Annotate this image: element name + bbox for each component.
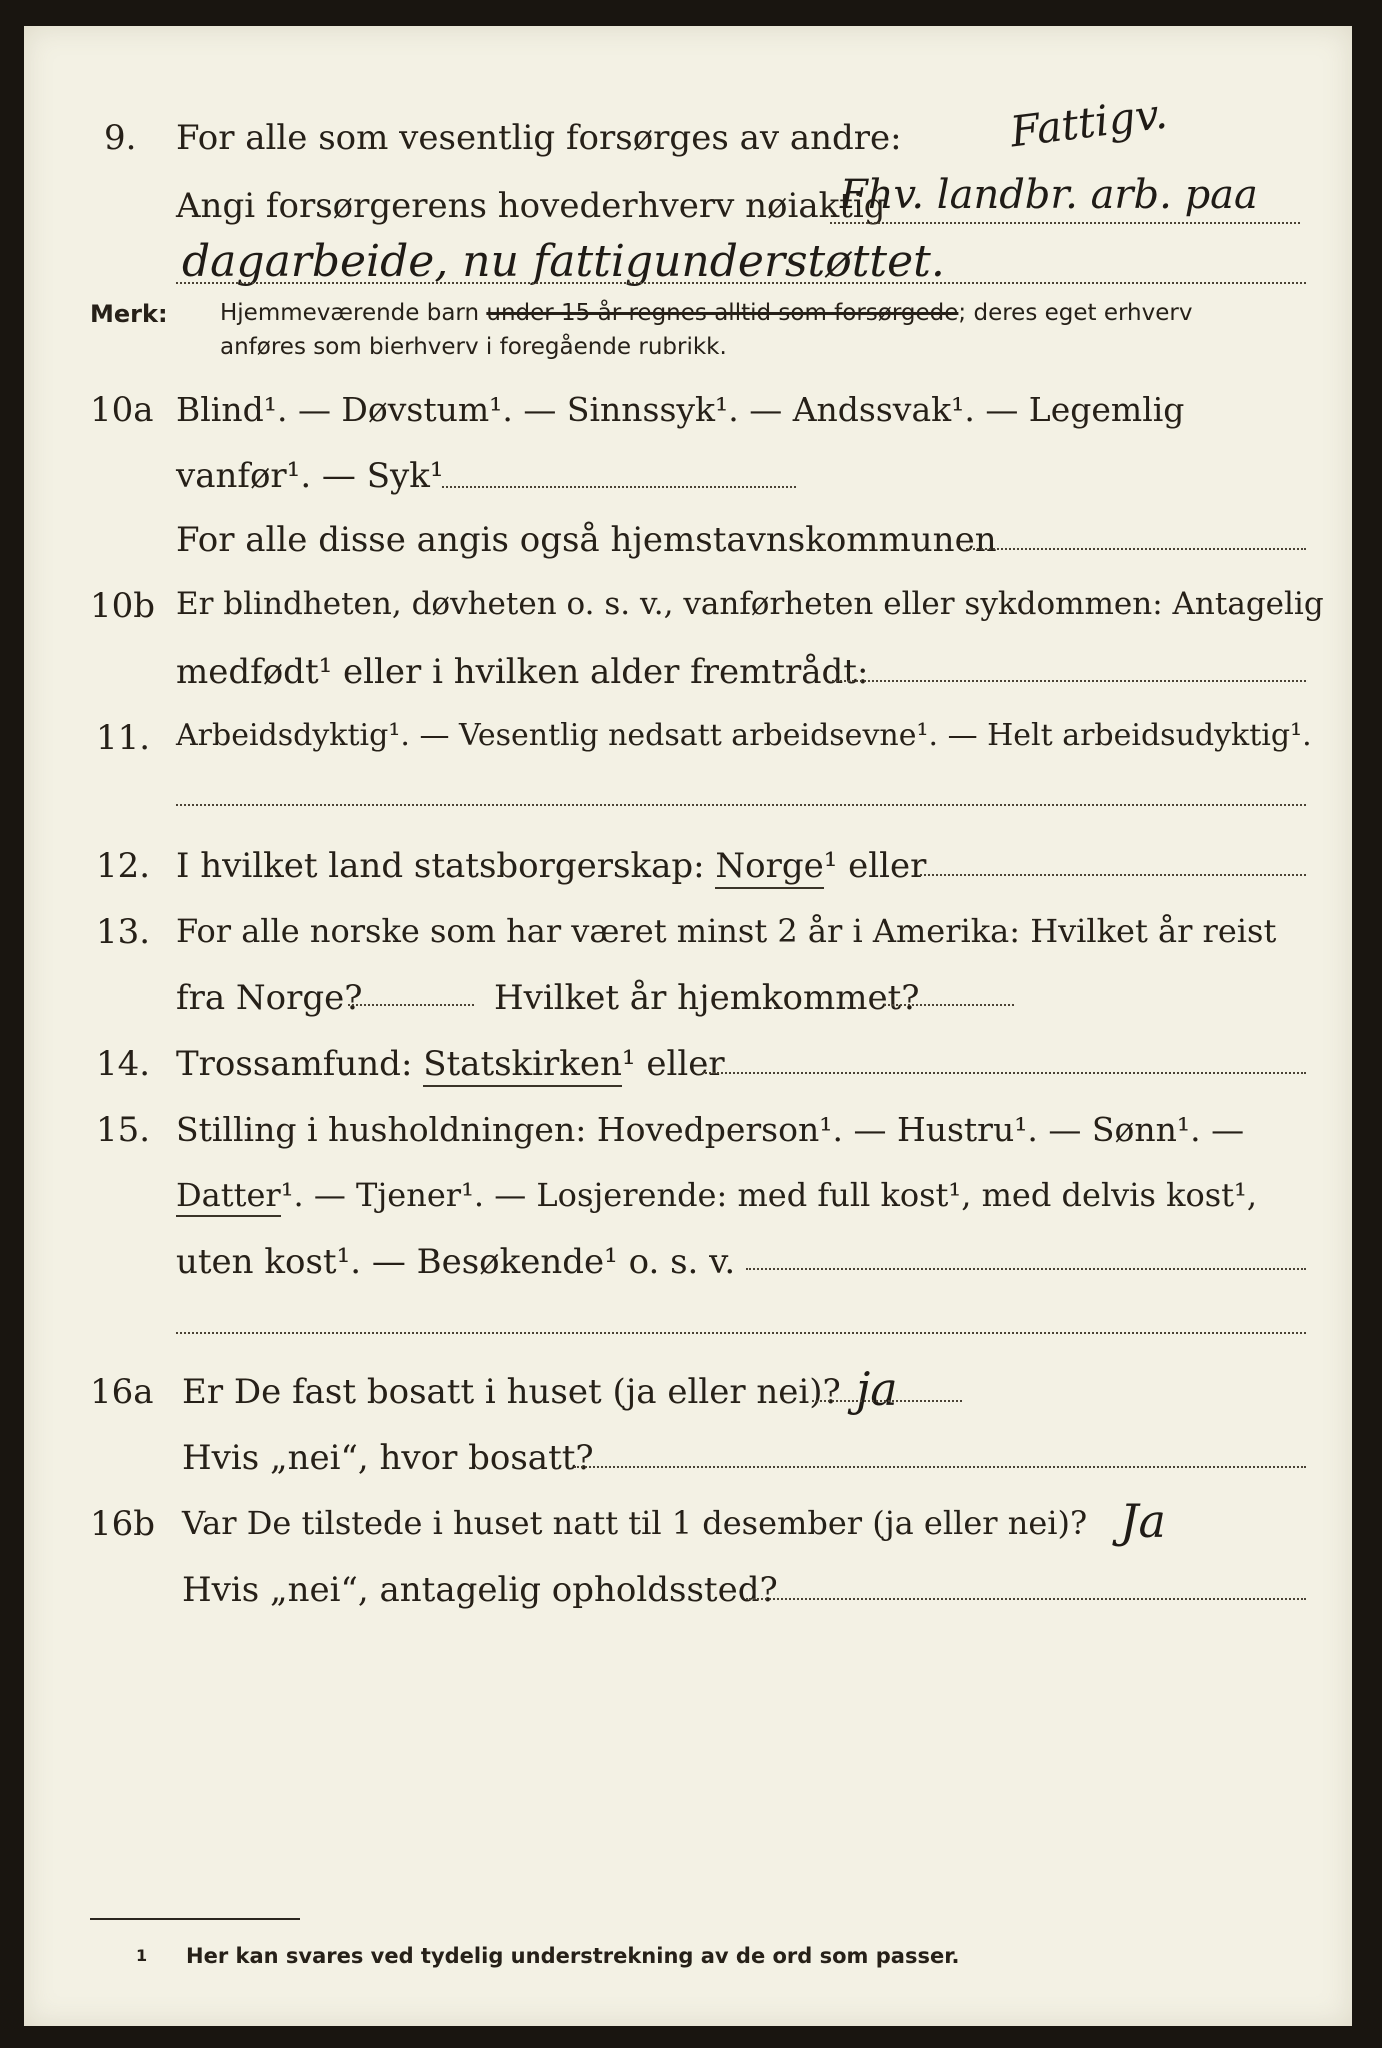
q15-number: 15. bbox=[96, 1110, 151, 1150]
merk-line1: Hjemmeværende barn under 15 år regnes alltid som forsørgede; deres eget erhverv bbox=[220, 300, 1193, 326]
q9-handwritten-continuation: dagarbeide, nu fattigunderstøttet. bbox=[182, 236, 945, 287]
q15-answer-line2 bbox=[176, 1332, 1306, 1334]
q9-handwritten-fattigv: Fattigv. bbox=[1007, 88, 1170, 157]
q14-number: 14. bbox=[96, 1044, 151, 1084]
footnote-text: Her kan svares ved tydelig understrekning av de ord som passer. bbox=[186, 1944, 960, 1968]
q13-line2b: Hvilket år hjemkommet? bbox=[494, 978, 920, 1018]
q13-line1: For alle norske som har været minst 2 år i Amerika: Hvilket år reist bbox=[176, 912, 1277, 950]
q15-answer-line1 bbox=[746, 1268, 1306, 1270]
q9-answer-line1 bbox=[830, 222, 1300, 224]
q9-number: 9. bbox=[104, 118, 137, 158]
q11-number: 11. bbox=[96, 718, 151, 758]
q10a-line3: For alle disse angis også hjemstavnskommunen bbox=[176, 520, 997, 560]
q12-norge-underlined: Norge bbox=[715, 846, 823, 889]
form-paper bbox=[24, 26, 1352, 2026]
q16b-handwritten-answer: Ja bbox=[1120, 1494, 1166, 1548]
q9-handwritten-occupation: Fhv. landbr. arb. paa bbox=[840, 172, 1258, 218]
q16a-residence-line bbox=[574, 1466, 1306, 1468]
q13-line2a: fra Norge? bbox=[176, 978, 363, 1018]
q13-year-returned-line bbox=[884, 1004, 1014, 1006]
q16a-line2: Hvis „nei“, hvor bosatt? bbox=[182, 1438, 594, 1478]
q16b-line1: Var De tilstede i huset natt til 1 desember (ja eller nei)? bbox=[182, 1504, 1088, 1542]
footnote-mark: 1 bbox=[136, 1946, 148, 1965]
q10b-line2: medfødt¹ eller i hvilken alder fremtrådt: bbox=[176, 652, 869, 692]
q9-line2: Angi forsørgerens hovederhverv nøiaktig bbox=[176, 186, 886, 226]
q10a-hometown-answer-line bbox=[966, 548, 1306, 550]
merk-line2: anføres som bierhverv i foregående rubrikk. bbox=[220, 334, 727, 360]
q9-answer-line2 bbox=[176, 282, 1306, 284]
q15-line2: Datter¹. — Tjener¹. — Losjerende: med full kost¹, med delvis kost¹, bbox=[176, 1176, 1257, 1214]
q13-year-left-line bbox=[348, 1004, 474, 1006]
q12-number: 12. bbox=[96, 846, 151, 886]
q16b-whereabouts-line bbox=[746, 1598, 1306, 1600]
q16a-line1: Er De fast bosatt i huset (ja eller nei)? bbox=[182, 1372, 841, 1412]
q15-line3: uten kost¹. — Besøkende¹ o. s. v. bbox=[176, 1242, 736, 1282]
q10a-number: 10a bbox=[90, 390, 154, 430]
q12-answer-line bbox=[920, 874, 1306, 876]
q16b-line2: Hvis „nei“, antagelig opholdssted? bbox=[182, 1570, 778, 1610]
q16a-answer-line bbox=[812, 1400, 962, 1402]
q10a-line1: Blind¹. — Døvstum¹. — Sinnssyk¹. — Andssvak¹. — Legemlig bbox=[176, 390, 1185, 429]
q14-statskirken-underlined: Statskirken bbox=[423, 1044, 622, 1087]
q14-line1: Trossamfund: Statskirken¹ eller bbox=[176, 1044, 725, 1084]
q15-line1: Stilling i husholdningen: Hovedperson¹. — Hustru¹. — Sønn¹. — bbox=[176, 1110, 1245, 1149]
footnote-rule bbox=[90, 1918, 300, 1920]
q12-line1: I hvilket land statsborgerskap: Norge¹ eller bbox=[176, 846, 926, 886]
q15-datter-underlined: Datter bbox=[176, 1176, 281, 1217]
q11-answer-line bbox=[176, 804, 1306, 806]
q10b-answer-line bbox=[832, 680, 1306, 682]
merk-label: Merk: bbox=[90, 300, 168, 328]
q14-answer-line bbox=[702, 1072, 1306, 1074]
q10b-line1: Er blindheten, døvheten o. s. v., vanførheten eller sykdommen: Antagelig bbox=[176, 586, 1324, 622]
q9-line1: For alle som vesentlig forsørges av andre: bbox=[176, 118, 902, 158]
q10a-line2: vanfør¹. — Syk¹ bbox=[176, 456, 444, 496]
q16b-number: 16b bbox=[90, 1504, 156, 1544]
q16a-number: 16a bbox=[90, 1372, 154, 1412]
q11-line1: Arbeidsdyktig¹. — Vesentlig nedsatt arbeidsevne¹. — Helt arbeidsudyktig¹. bbox=[176, 718, 1312, 753]
q10b-number: 10b bbox=[90, 586, 156, 626]
q10a-syk-answer-line bbox=[442, 486, 796, 488]
q13-number: 13. bbox=[96, 912, 151, 952]
q16a-handwritten-answer: ja bbox=[856, 1362, 898, 1416]
